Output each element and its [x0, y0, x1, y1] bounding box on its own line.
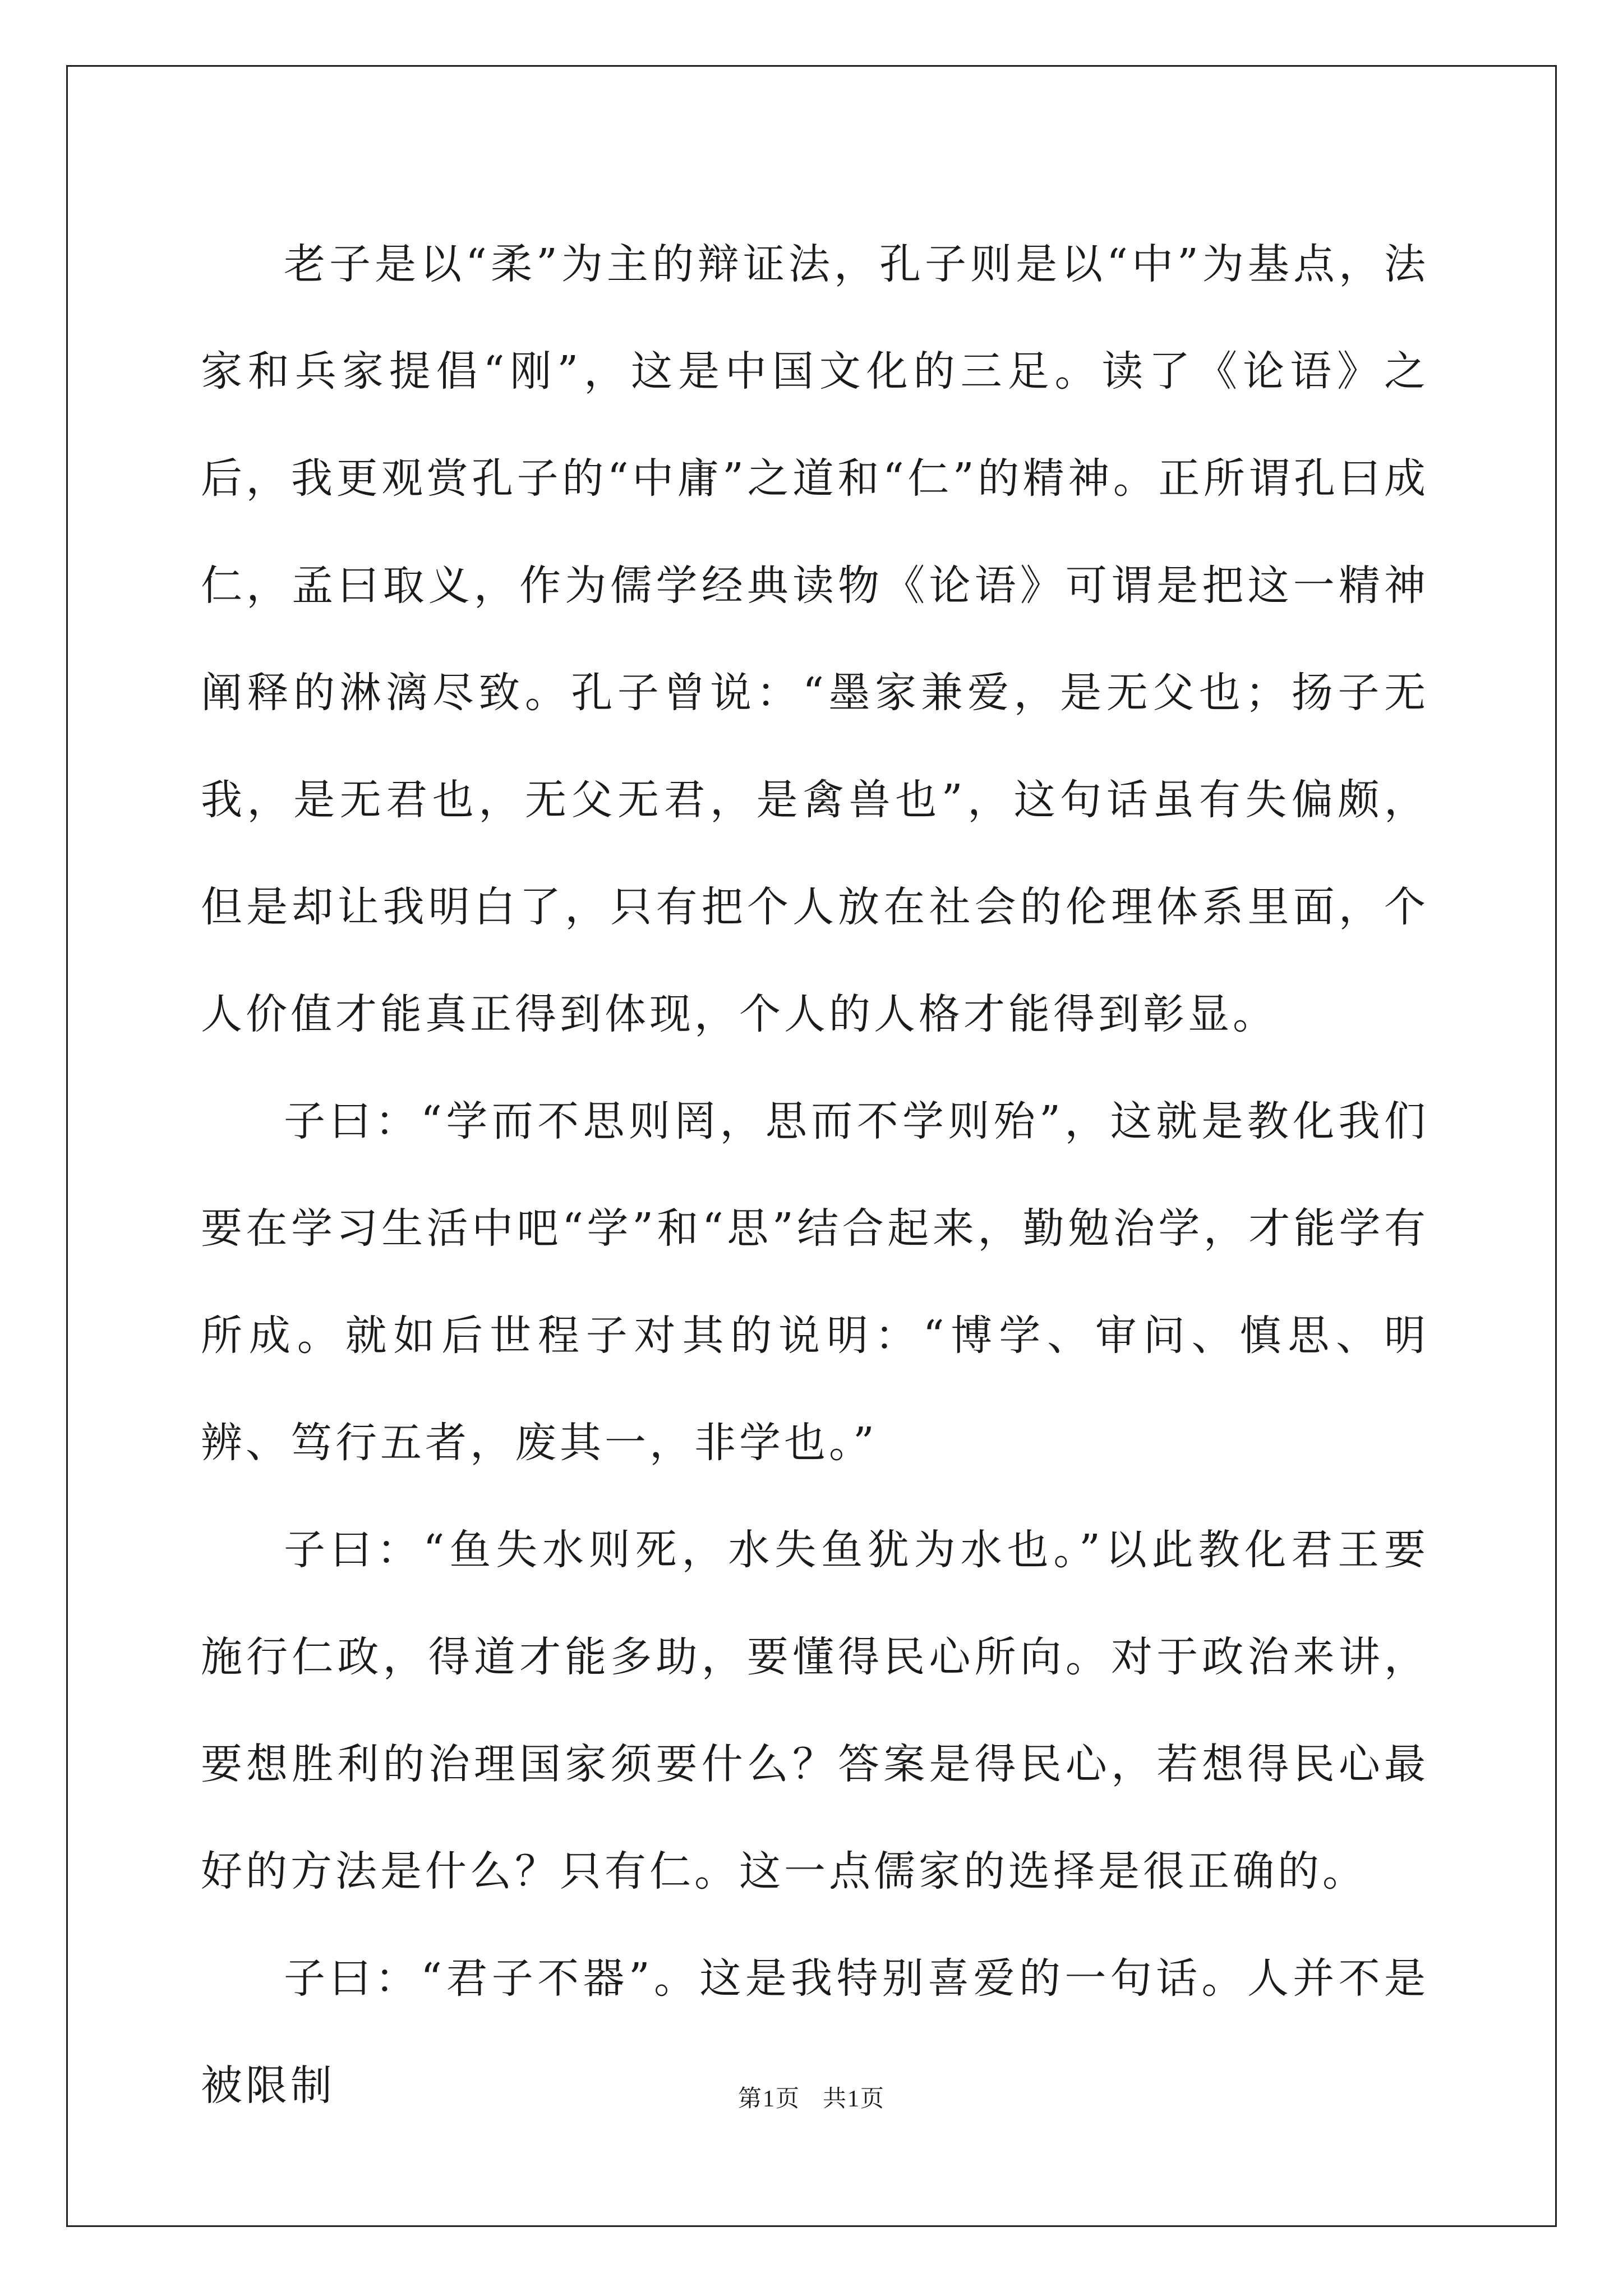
page-footer — [0, 2082, 1623, 2116]
paragraph-1: 老子是以“柔”为主的辩证法，孔子则是以“中”为基点，法家和兵家提倡“刚”，这是中国文化的三足。读了《论语》之后，我更观赏孔子的“中庸”之道和“仁”的精神。正所谓孔曰成仁，孟曰取义，作为儒学经典读物《论语》可谓是把这一精神阐释的淋漓尽致。孔子曾说：“墨家兼爱，是无父也；扬子无我，是无君也，无父无君，是禽兽也”，这句话虽有失偏颇，但是却让我明白了，只有把个人放在社会的伦理体系里面，个人价值才能真正得到体现，个人的人格才能得到彰显。 — [201, 240, 1429, 1038]
document-body — [201, 211, 1429, 2139]
page-total: 共1页 — [823, 2086, 886, 2112]
paragraph-2: 子曰：“学而不思则罔，思而不学则殆”，这就是教化我们要在学习生活中吧“学”和“思”结合起来，勤勉治学，才能学有所成。就如后世程子对其的说明：“博学、审问、慎思、明辨、笃行五者，废其一，非学也。” — [201, 1097, 1429, 1467]
paragraph-3: 子曰：“鱼失水则死，水失鱼犹为水也。”以此教化君王要施行仁政，得道才能多助，要懂得民心所向。对于政治来讲，要想胜利的治理国家须要什么？答案是得民心，若想得民心最好的方法是什么？只有仁。这一点儒家的选择是很正确的。 — [201, 1526, 1429, 1895]
paragraph-4: 子曰：“君子不器”。这是我特别喜爱的一句话。人并不是被限制 — [201, 1954, 1429, 2110]
page-number: 第1页 — [737, 2086, 800, 2112]
